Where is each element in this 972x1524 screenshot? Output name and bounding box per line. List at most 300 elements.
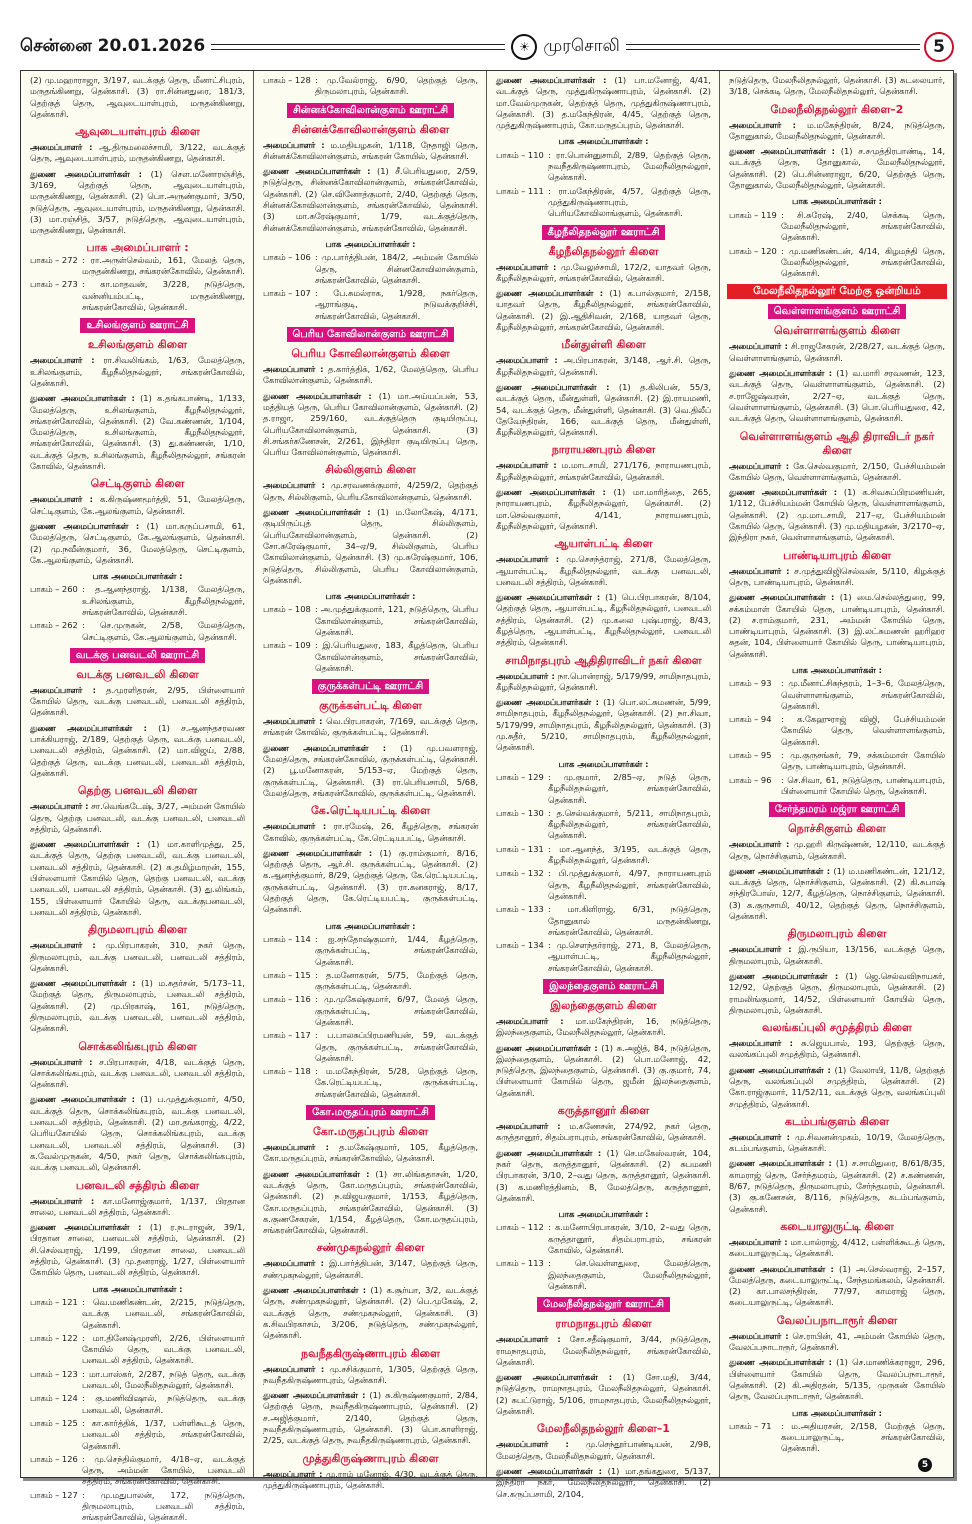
masthead: [20, 30, 954, 64]
member-entry: [30, 142, 245, 165]
booth-organizer: : மா.கிளிராஜ், 6/31, நடுத்தெரு, தோனுகால் மருதன்கிணறு, சங்கரன்கோவில், தென்காசி.: [548, 904, 711, 938]
booth-organizer: : க.மனோபிரபாகரன், 3/10, 2–வது தெரு, கருத்தானூர், சிதம்பராபுரம், சங்கரன் கோவில், தென்காசி.: [548, 1222, 711, 1256]
member-details: (1) ர.நடராஜன், 39/1, பிரதான சாலை, பனவடலி சத்திரம், தென்காசி. (2) சி.செல்வராஜ், 1/199, பிரதான சாலை, பனவடலி சத்திரம், தென்காசி. (3) மு.தனராஜ், 1/27, பிள்ளையார் கோயில் தெரு, பனவடலி சத்திரம், தென்காசி.: [30, 1222, 246, 1278]
member-details: வெ.பிரபாகரன், 7/169, வடக்குத் தெரு, சங்கரன் கோவில், குருக்கள்பட்டி, தென்காசி.: [263, 716, 478, 738]
branch-heading: சண்முகநல்லூர் கிளை: [316, 1241, 425, 1255]
section-subheading: பாக அமைப்பாளர்கள் :: [92, 571, 183, 582]
role-label: அமைப்பாளர் :: [263, 364, 324, 375]
panchayat-name: குருக்கள்பட்டி ஊராட்சி: [312, 679, 430, 694]
member-entry: [263, 1258, 478, 1281]
panchayat-banner: [263, 1105, 478, 1120]
booth-number: பாகம் – 129: [496, 771, 544, 782]
booth-number: பாகம் – 134: [496, 940, 544, 951]
booth-number: பாகம் – 117: [263, 1030, 311, 1041]
booth-number: பாகம் – 109: [263, 640, 311, 651]
branch-heading: செட்டிகுளம் கிளை: [90, 477, 185, 491]
panchayat-name: மேலநீலிதநல்லூர் ஊராட்சி: [537, 1297, 670, 1312]
branch-heading: பாண்டியாபுரம் கிளை: [783, 548, 891, 562]
branch-heading: மேலநீலிதநல்லூர் கிளை–1: [537, 1422, 670, 1436]
panchayat-name: பெரிய கோவிலான்குளம் ஊராட்சி: [287, 327, 455, 342]
role-label: துணை அமைப்பாளர்கள் :: [263, 1285, 367, 1296]
booth-number: பாகம் – 115: [263, 969, 311, 980]
booth-entry: [263, 934, 478, 968]
role-label: துணை அமைப்பாளர்கள் :: [30, 1094, 135, 1105]
member-details: (1) செ.மகேஸ்வரன், 104, நகர் தெரு, கருத்தானூர், தென்காசி. (2) சுபமணி பிரபாகரன், 3/10, 2–வது தெரு, கருத்தானூர், தென்காசி. (3) க.மணிரத்தினம், 8, மேலத்தெரு, கருத்தானூர், தென்காசி.: [496, 1147, 711, 1203]
member-entry: [496, 1043, 711, 1099]
role-label: அமைப்பாளர் :: [729, 1131, 790, 1142]
member-details: ரா.ரமேஷ், 26, கீழத்தெரு, சங்கரன் கோவில், குருக்கள்பட்டி, கே.ரெட்டியபட்டி, தென்காசி.: [263, 821, 478, 843]
role-label: துணை அமைப்பாளர்கள் :: [496, 592, 601, 603]
branch-heading: வெள்ளாளங்குளம் ஆதி திராவிடர் நகர் கிளை: [739, 429, 935, 457]
member-details: மு.பிரபாகரன், 310, நகர் தெரு, திருமலாபுரம், வடக்கு பனவடலி, பனவடலி சத்திரம், தென்காசி.: [30, 940, 245, 973]
branch-heading: கடம்பங்குளம் கிளை: [784, 1114, 890, 1128]
member-entry: [496, 75, 711, 131]
booth-organizer: : ம.அதியரசன், 2/158, மேற்குத் தெரு, கடையாலுருட்டி, சங்கரன்கோவில், தென்காசி.: [781, 1421, 945, 1455]
role-label: அமைப்பாளர் :: [30, 494, 93, 505]
role-label: துணை அமைப்பாளர்கள் :: [729, 1263, 834, 1274]
booth-entry: [729, 775, 945, 798]
member-entry: [729, 566, 945, 589]
booth-entry: [729, 246, 945, 280]
section-subheading: பாக அமைப்பாளர்கள் :: [792, 1407, 882, 1418]
member-details: (2) மு.மஹாராஜா, 3/197, வடக்குத் தெரு, மீனாட்சிபுரம், மருதங்கிணறு, தென்காசி. (3) ரா.சின்னதுரை, 181/3, தெற்குத் தெரு, ஆவுடையாள்புரம், மருதன்கிணறு, தென்காசி.: [30, 75, 245, 119]
role-label: அமைப்பாளர் :: [496, 355, 558, 366]
member-entry: [263, 1169, 478, 1237]
member-entry: [30, 1222, 245, 1278]
role-label: துணை அமைப்பாளர்கள் :: [496, 1465, 602, 1476]
member-details: (1) பா.மனோஜ், 4/41, வடக்குத் தெரு, முத்துகிருஷ்ணாபுரம், தென்காசி. (2) மா.வேல்முருகன், தெற்குத் தெரு, முத்துகிருஷ்ணாபுரம், தென்காசி. (3) த.மகேந்திரன், 4/45, தெற்குத் தெரு, முத்துகிருஷ்ணாபுரம், கோ.மருதப்புரம், தென்காசி.: [496, 75, 711, 131]
member-details: ம.கணேசன், 274/92, நகர் தெரு, கருத்தானூர், சிதம்பராபுரம், சங்கரன்கோவில், தென்காசி.: [496, 1121, 711, 1143]
article-frame: [20, 70, 954, 1523]
member-details: த.முரளிதரன், 2/95, பிள்ளையார் கோயில் தெரு, வடக்கு பனவடலி, பனவடலி சத்திரம், தென்காசி.: [30, 684, 245, 718]
booth-entry: [263, 604, 478, 638]
role-label: அமைப்பாளர் :: [263, 1363, 325, 1374]
member-entry: [263, 1142, 478, 1165]
member-details: சு.ஜெயபால், 193, தெற்குத் தெரு, வலங்கப்புலி சமுத்திரம், தென்காசி.: [729, 1038, 945, 1060]
section-subheading: பாக அமைப்பாளர்கள் :: [792, 196, 882, 207]
member-entry: [263, 480, 478, 503]
booth-organizer: : மு.செந்தில்குமார், 4/18–ஏ, வடக்குத் தெரு, அம்மன் கோயில், பனவடலி சத்திரம், சங்கரன்கோவில், தென்காசி.: [82, 1454, 245, 1488]
branch-heading: கருத்தானூர் கிளை: [557, 1104, 650, 1118]
branch-heading: சொக்கலிங்கபுரம் கிளை: [78, 1039, 197, 1053]
role-label: அமைப்பாளர் :: [30, 355, 95, 366]
member-entry: [496, 1334, 711, 1368]
booth-entry: [263, 994, 478, 1028]
booth-organizer: : செ.முருகன், 2/58, மேலத்தெரு, செட்டிகுளம், கே.ஆலங்குளம், தென்காசி.: [82, 620, 245, 643]
member-entry: [496, 671, 711, 694]
branch-heading: பெரிய கோவிலான்குளம் கிளை: [291, 347, 450, 361]
booth-number: பாகம் – 110: [496, 149, 544, 160]
member-details: (1) சீ.பெரியதுரை, 2/59, நடுத்தெரு, சின்னக்கோவிலான்குளம், சங்கரன்கோவில், தென்காசி. (2) செ.வினோத்குமார், 2/40, தெற்குத் தெரு, சின்னக்கோவிலான்குளம், சங்கரன்கோவில், தென்காசி. (3) மா.சுரேஷ்குமார், 1/79, வடக்குத்தெரு, சின்னக்கோவிலான்குளம், சங்கரன்கோவில், தென்காசி.: [263, 166, 479, 233]
role-label: அமைப்பாளர் :: [263, 1142, 329, 1153]
booth-entry: [30, 1418, 245, 1452]
section-subheading: பாக அமைப்பாளர்கள் :: [558, 1209, 649, 1220]
member-entry: [496, 697, 711, 753]
booth-entry: [729, 714, 945, 748]
member-details: அ.பிரபாகரன், 3/148, ஆர்.சி. தெரு, கீழநீலிதநல்லூர், தென்காசி.: [496, 355, 711, 377]
booth-organizer: : மு.மணிகண்டன், 4/14, கிழமந்தி தெரு, மேலநீலிதநல்லூர், சங்கரன்கோவில், தென்காசி.: [781, 246, 945, 280]
role-label: அமைப்பாளர் :: [263, 821, 327, 832]
member-details: த.மகேஷ்குமார், 105, கீழத்தெரு, கோ.மருதப்புரம், சங்கரன்கோவில், தென்காசி.: [263, 1142, 478, 1164]
member-entry: [729, 368, 945, 424]
member-entry: [729, 839, 945, 862]
role-label: துணை அமைப்பாளர்கள் :: [496, 1147, 602, 1158]
booth-organizer: : இ.பெரியதுரை, 183, கீழத்தெரு, பெரிய கோவிலான்குளம், சங்கரன்கோவில், தென்காசி.: [315, 640, 478, 674]
branch-heading: வலங்கப்புலி சமுத்திரம் கிளை: [762, 1021, 912, 1035]
role-label: அமைப்பாளர் :: [496, 460, 557, 471]
booth-organizer: : ஐ.சந்தோஷ்குமார், 1/44, கீழத்தெரு, குருக்கள்பட்டி, சங்கரன்கோவில், தென்காசி.: [315, 934, 478, 968]
panchayat-banner: [496, 225, 711, 240]
booth-number: பாகம் – 123: [30, 1368, 78, 1379]
panchayat-name: இலந்தைகுளம் ஊராட்சி: [543, 979, 664, 994]
booth-number: பாகம் – 260: [30, 584, 78, 595]
member-details: (1) ம.லோகேஷ், 4/171, குடியிருப்புத் தெரு, சில்லிகுளம், பெரியகோவிலான்குளம், தென்காசி. (2) சோ.சுரேஷ்குமார், 34–ஏ/9, சில்லிகுளம், பெரிய கோவிலான்குளம், தென்காசி. (3) மு.சுரேஷ்குமார், 106, நடுத்தெரு, சில்லிகுளம், பெரிய கோவிலான்குளம், தென்காசி.: [263, 507, 478, 585]
member-details: (1) ச.சமுத்திரபாண்டி, 14, வடக்குத் தெரு, தோனுகால், மேலநீலிதநல்லூர், தென்காசி. (2) பெ.சின்னராஜா, 6/20, தெற்குத் தெரு, தோனுகால், மேலநீலிதநல்லூர், தென்காசி.: [729, 146, 945, 191]
role-label: துணை அமைப்பாளர்கள் :: [30, 393, 135, 404]
member-details: (1) மா.கருப்பசாமி, 61, மேலத்தெரு, செட்டிகுளம், கே.ஆலங்குளம், தென்காசி. (2) மு.நவீன்குமார், 36, மேலத்தெரு, செட்டிகுளம், கே.ஆலங்குளம், தென்காசி.: [30, 520, 245, 565]
member-entry: [263, 391, 478, 459]
member-details: (1) செ.மாணிக்கராஜா, 296, பிள்ளையார் கோயில் தெரு, வேலப்பநாடாரூர், தென்காசி. (2) கி.அதிரதன், 5/135, முருகன் கோயில் தெரு, வேலப்பநாடாரூர், தென்காசி.: [729, 1357, 945, 1402]
member-details: ச.பிரபாகரன், 4/18, வடக்குத் தெரு, சொக்கலிங்கபுரம், வடக்கு பனவடலி, பனவடலி சத்திரம், தென்காசி.: [30, 1056, 245, 1090]
booth-number: பாகம் – 272: [30, 254, 78, 265]
member-details: கே.செல்வகுமார், 2/150, பேச்சியம்மன் கோயில் தெரு, வெள்ளாளங்குளம், தென்காசி.: [729, 460, 945, 482]
role-label: அமைப்பாளர் :: [496, 1121, 561, 1132]
member-entry: [496, 1016, 711, 1039]
member-entry: [263, 1390, 478, 1446]
panchayat-banner: [729, 304, 945, 319]
role-label: அமைப்பாளர் :: [729, 119, 796, 130]
panchayat-banner: [729, 802, 945, 817]
member-details: சோ.சதீஷ்குமார், 3/44, நடுத்தெரு, ராமநாதபுரம், மேலநீலிதநல்லூர், சங்கரன்கோவில், தென்காசி.: [496, 1334, 711, 1367]
member-entry: [496, 1439, 711, 1462]
member-entry: [30, 1196, 245, 1219]
booth-number: பாகம் – 120: [729, 245, 777, 256]
branch-heading: வடக்கு பனவடலி கிளை: [76, 667, 199, 681]
booth-number: பாகம் – 111: [496, 185, 544, 196]
member-details: (1) பொ.லட்சுமணன், 5/99, சாமிநாதபுரம், கீழநீலிதநல்லூர், தென்காசி. (2) நா.சிவா, 5/179/99, சாமிநாதபுரம், கீழநீலிதநல்லூர், தென்காசி. (3) மு.சுதீர், 5/210, சாமிநாதபுரம், கீழநீலிதநல்லூர், தென்காசி.: [496, 697, 711, 753]
member-entry: [30, 723, 245, 779]
member-entry: [729, 866, 945, 922]
section-subheading: பாக அமைப்பாளர்கள் :: [558, 758, 649, 769]
branch-heading: சில்லிகுளம் கிளை: [325, 463, 416, 477]
panchayat-banner: [263, 679, 478, 694]
branch-heading: ராமநாதபுரம் கிளை: [555, 1317, 652, 1331]
booth-organizer: : பே.சுமல்ராக, 1/928, நகர்தெரு, ஆராங்குடி, நடுவக்குறிச்சி, சங்கரன்கோவில், தென்காசி.: [315, 288, 478, 322]
column-2: [254, 71, 487, 1490]
member-details: (1) ச.ஆனந்தசரவண பாக்கியராஜ், 2/189, தெற்குத் தெரு, வடக்கு பனவடலி, பனவடலி சத்திரம், தென்காசி. (2) மா.விஜய், 2/88, தெற்குத் தெரு, வடக்கு பனவடலி, பனவடலி சத்திரம், தென்காசி.: [30, 722, 245, 778]
booth-entry: [263, 1066, 478, 1100]
member-entry: [30, 355, 245, 389]
member-details: செ.ராபின், 41, அம்மன் கோயில் தெரு, வேலப்பநாடாரூர், தென்காசி.: [729, 1330, 945, 1353]
member-entry: [263, 848, 478, 916]
booth-entry: [496, 844, 711, 867]
member-entry: [496, 460, 711, 483]
role-label: அமைப்பாளர் :: [496, 1439, 569, 1450]
booth-number: பாகம் – 116: [263, 994, 311, 1005]
member-details: கா.மனோஜ்குமார், 1/137, பிரதான சாலை, பனவடலி சத்திரம், தென்காசி.: [30, 1195, 245, 1217]
member-details: (1) சௌ.மனோரஞ்சித், 3/169, தெற்குத் தெரு, ஆவுடையாள்புரம், மருதன்கிணறு, தென்காசி. (2) பொ.அருண்குமார், 3/50, நடுத்தெரு, ஆவுடையாள்புரம், மருதன்கிணறு, தென்காசி. (3) மா.ரஞ்சித், 3/57, நடுத்தெரு, ஆவுடையாள்புரம், மருதன்கிணறு, தென்காசி.: [30, 168, 246, 236]
member-details: (1) மை.செல்லத்துரை, 99, சக்கம்மாள் கோயில் தெரு, பாண்டியாபுரம், தென்காசி. (2) ச.ராம்குமார், 231, அம்மன் கோயில் தெரு, பாண்டியாபுரம், தென்காசி. (3) இ.லட்சுமணன் ஹரிஹர சுதன், 104, பிள்ளையார் கோயில் தெரு, பாண்டியாபுரம், தென்காசி.: [729, 592, 945, 659]
role-label: அமைப்பாளர் :: [263, 716, 323, 727]
member-entry: [263, 743, 478, 799]
section-subheading: பாக அமைப்பாளர்கள் :: [792, 664, 882, 675]
member-entry: [729, 341, 945, 364]
role-label: துணை அமைப்பாளர்கள் :: [729, 146, 835, 157]
booth-number: பாகம் – 127: [30, 1489, 78, 1500]
member-details: ம.மகேந்திரன், 8/24, நடுத்தெரு, தோனுகால், மேலநீலிதநல்லூர், தென்காசி.: [729, 119, 945, 141]
booth-number: பாகம் – 133: [496, 904, 544, 915]
role-label: அமைப்பாளர் :: [30, 940, 96, 951]
edition-date: சென்னை 20.01.2026: [20, 36, 206, 56]
role-label: அமைப்பாளர் :: [729, 944, 792, 955]
booth-entry: [263, 970, 478, 993]
member-details: க.கிருஷ்ணமூர்த்தி, 51, மேலத்தெரு, செட்டிகுளம், கே.ஆலங்குளம், தென்காசி.: [30, 494, 245, 516]
member-details: (1) மா.அய்யப்பன், 53, மத்தியத் தெரு, பெரிய கோவிலான்குளம், தென்காசி. (2) த.ராஜா, 259/160, வடக்குத்தெரு குடியிருப்பு, பெரியகோவிலான்குளம், தென்காசி. (3) சி.சங்கர்கணேசன், 2/261, இந்திரா குடியிருப்பு தெரு, பெரிய கோவிலான்குளம், தென்காசி.: [263, 390, 478, 458]
role-label: துணை அமைப்பாளர்கள் :: [30, 520, 140, 531]
member-entry: [729, 1158, 945, 1214]
role-label: அமைப்பாளர் :: [729, 1236, 788, 1247]
panchayat-banner: [496, 979, 711, 994]
role-label: அமைப்பாளர் :: [263, 1258, 324, 1269]
panchayat-banner: [263, 103, 478, 118]
role-label: அமைப்பாளர் :: [496, 1016, 564, 1026]
member-entry: [30, 685, 245, 719]
member-entry: [263, 1364, 478, 1387]
booth-number: பாகம் – 113: [496, 1258, 544, 1269]
member-entry: [30, 494, 245, 517]
booth-number: பாகம் – 94: [729, 714, 772, 725]
member-details: மு.செந்தூர்பாண்டியன், 2/98, மேலத்தெரு, மேலநீலிதநல்லூர், தென்காசி.: [496, 1439, 711, 1461]
booth-entry: [729, 1421, 945, 1455]
panchayat-name: சின்னக்கோவிலான்குளம் ஊராட்சி: [287, 103, 454, 118]
newspaper-name: முரசொலி: [543, 36, 620, 56]
role-label: துணை அமைப்பாளர்கள் :: [496, 381, 610, 392]
member-details: (1) க.சூர்யா, 3/2, வடக்குத் தெரு, சண்முகநல்லூர், தென்காசி. (2) பெ.முகேஷ், 2, வடக்குத் தெரு, சண்முகநல்லூர், தென்காசி. (3) க.சிவபிரகாசம், 3/206, நடுத்தெரு, சண்முகநல்லூர், தென்காசி.: [263, 1285, 478, 1341]
footer-page-number: 5: [918, 1458, 932, 1472]
booth-organizer: : மு.குருசங்கர், 79, சக்கம்மாள் கோயில் தெரு, பாண்டியாபுரம், தென்காசி.: [781, 750, 945, 773]
booth-number: பாகம் – 262: [30, 620, 78, 631]
booth-number: பாகம் – 122: [30, 1332, 78, 1343]
member-entry: [30, 1057, 245, 1091]
booth-number: பாகம் – 119: [729, 209, 777, 220]
member-details: சா.வெங்கடேஷ், 3/27, அம்மன் கோயில் தெரு, தெற்கு பனவடலி, வடக்கு பனவடலி, பனவடலி சத்திரம், தென்காசி.: [30, 801, 245, 834]
booth-number: பாகம் – 107: [263, 288, 311, 299]
role-label: துணை அமைப்பாளர்கள் :: [729, 368, 833, 379]
booth-number: பாகம் – 273: [30, 279, 78, 290]
member-details: மு.ஹரி கிருஷ்ணன், 12/110, வடக்குத் தெரு, நொச்சிகுளம், தென்காசி.: [729, 839, 945, 861]
booth-organizer: : அ.முத்துக்குமார், 121, நடுத்தெரு, பெரிய கோவிலான்குளம், சங்கரன்கோவில், தென்காசி.: [315, 604, 478, 638]
role-label: துணை அமைப்பாளர்கள் :: [263, 507, 371, 518]
member-details: ச.முத்துவிஜிசெல்வன், 5/110, கிழக்குத் தெரு, பாண்டியாபுரம், தென்காசி.: [729, 565, 945, 587]
booth-organizer: : மு.முகேஷ்குமார், 6/97, மேலத் தெரு, குருக்கள்பட்டி, சங்கரன்கோவில், தென்காசி.: [315, 994, 478, 1028]
member-entry: [496, 1466, 711, 1500]
branch-heading: பனவடலி சத்திரம் கிளை: [75, 1178, 200, 1192]
booth-number: பாகம் – 95: [729, 750, 772, 761]
role-label: அமைப்பாளர் :: [729, 839, 790, 850]
member-entry: [496, 1121, 711, 1144]
member-entry: [30, 75, 245, 120]
member-details: (1) வேலாயி, 11/8, தெற்குத் தெரு, வலங்கப்புலி சமுத்திரம், தென்காசி. (2) கோ.ராஜ்குமார், 11/52/11, வடக்குத் தெரு, வலங்கப்புலி சமுத்திரம், தென்காசி.: [729, 1064, 945, 1109]
member-details: (1) கு.ராம்குமார், 8/16, தெற்குத் தெரு, ஆர்.சி. குருக்கள்பட்டி, தென்காசி. (2) க.ஆனந்த்குமார், 8/29, தெற்குத் தெரு, கே.ரெட்டியபட்டி, குருக்கள்பட்டி, தென்காசி. (3) ரா.கனகராஜ், 8/17, தெற்குத் தெரு, கே.ரெட்டியபட்டி, குருக்கள்பட்டி, தென்காசி.: [263, 847, 478, 915]
booth-organizer: : மா.ஆனந்த், 3/195, வடக்குத் தெரு, கீழநீலிதநல்லூர், தென்காசி.: [548, 844, 711, 867]
member-details: மு.வேலுச்சாமி, 172/2, யாதவர் தெரு, கீழநீலிதநல்லூர், சங்கரன்கோவில், தென்காசி.: [496, 261, 711, 283]
rising-sun-emblem-icon: ☀: [511, 34, 537, 60]
role-label: துணை அமைப்பாளர்கள் :: [30, 168, 142, 179]
booth-organizer: : கா.கார்த்திக், 1/37, பள்ளிகூடத் தெரு, பனவடலி சத்திரம், சங்கரன்கோவில், தென்காசி.: [82, 1418, 245, 1452]
booth-entry: [30, 1454, 245, 1488]
role-label: துணை அமைப்பாளர்கள் :: [729, 1064, 831, 1075]
role-label: துணை அமைப்பாளர்கள் :: [496, 1372, 613, 1383]
booth-entry: [30, 584, 245, 618]
booth-entry: [263, 288, 478, 322]
booth-number: பாகம் – 131: [496, 843, 544, 854]
member-details: (1) ம.சுதர்சன், 5/173–11, மேற்குத் தெரு, திருமலாபுரம், பனவடலி சத்திரம், தென்காசி. (2) மு.பிரகாஷ், 161, நடுத்தெரு, திருமலாபுரம், வடக்கு பனவடலி, பனவடலி சத்திரம், தென்காசி.: [30, 978, 245, 1034]
member-details: இ.ருபியா, 13/156, வடக்குத் தெரு, திருமலாபுரம், தென்காசி.: [729, 944, 945, 966]
booth-entry: [496, 186, 711, 220]
branch-heading: நவநீதகிருஷ்ணாபுரம் கிளை: [301, 1346, 440, 1360]
member-entry: [729, 1237, 945, 1260]
booth-organizer: : க.கேஹுராஜ் விஜி, பேச்சியம்மன் கோயில் தெரு, வெள்ளாளங்குளம், தென்காசி.: [781, 714, 945, 748]
branch-heading: வெள்ளாளங்குளம் கிளை: [774, 324, 900, 338]
member-entry: [496, 382, 711, 438]
member-entry: [496, 1372, 711, 1417]
booth-number: பாகம் – 130: [496, 807, 544, 818]
booth-number: பாகம் – 126: [30, 1453, 78, 1464]
branch-heading: ஆயாள்பட்டி கிளை: [554, 537, 653, 551]
booth-entry: [729, 210, 945, 244]
role-label: துணை அமைப்பாளர்கள் :: [263, 847, 373, 858]
booth-number: பாகம் – 124: [30, 1393, 78, 1404]
member-entry: [496, 288, 711, 333]
role-label: துணை அமைப்பாளர்கள் :: [263, 1390, 366, 1401]
role-label: துணை அமைப்பாளர்கள் :: [729, 1158, 832, 1169]
member-details: (1) ப.முத்துக்குமார், 4/50, வடக்குத் தெரு, சொக்கலிங்கபுரம், வடக்கு பனவடலி, பனவடலி சத்திரம், தென்காசி. (2) மா.தங்கராஜ், 4/22, பெரியகோயில் தெரு, சொக்கலிங்கபுரம், வடக்கு பனவடலி, பனவடலி சத்திரம், தென்காசி. (3) க.வேல்முருகன், 4/50, நகர் தெரு, சொக்கலிங்கபுரம், வடக்கு பனவடலி, தென்காசி.: [30, 1094, 246, 1173]
booth-entry: [263, 1030, 478, 1064]
member-details: மு.ராம் மனோஜ், 4/30, வடக்குத் தெரு, முத்துகிருஷ்ணாபுரம், தென்காசி.: [263, 1468, 478, 1490]
member-details: நடுத்தெரு, மேலநீலிதநல்லூர், தென்காசி. (3) சுடலையார், 3/18, செக்கடி தெரு, மேலநீலிதநல்லூர், தென்காசி.: [729, 75, 945, 97]
member-entry: [729, 1038, 945, 1061]
column-4: [720, 71, 953, 1477]
member-details: ரா.சிவலிங்கம், 1/63, மேலத்தெரு, உசிலங்குளம், கீழநீலிதநல்லூர், சங்கரன்கோவில், தென்காசி.: [30, 355, 245, 388]
booth-entry: [30, 1393, 245, 1416]
member-details: (1) ச.சாமிதுரை, 8/61/8/35, காமராஜ் தெரு, சேர்ந்தமரம், தென்காசி. (2) ச.கண்ணன், 8/67, நடுத்தெரு, திருமலாபுரம், சேர்ந்தமரம், தென்காசி. (3) கு.கணேசன், 8/116, நடுத்தெரு, கடம்பங்குளம், தென்காசி.: [729, 1158, 945, 1214]
member-entry: [729, 592, 945, 660]
member-details: மா.மகேந்திரன், 16, நடுத்தெரு, இலந்தைகுளம், மேலநீலிதநல்லூர், தென்காசி.: [496, 1016, 711, 1038]
role-label: அமைப்பாளர் :: [729, 1330, 789, 1341]
booth-number: பாகம் – 112: [496, 1222, 544, 1233]
role-label: துணை அமைப்பாளர்கள் :: [496, 1042, 598, 1053]
role-label: துணை அமைப்பாளர்கள் :: [729, 487, 838, 498]
member-entry: [496, 355, 711, 378]
role-label: அமைப்பாளர் :: [263, 1468, 323, 1479]
member-details: (1) க.சிவசுப்பிரமணியன், 1/112, பேச்சியம்மன் கோயில் தெரு, வெள்ளாளங்குளம், தென்காசி. (2) மு.மாடசாமி, 217–ஏ, பேச்சியம்மன் கோயில் தெரு, தென்காசி. (3) மு.மதியழகன், 3/2170–ஏ, இந்திரா நகர், வெள்ளாளங்குளம், தென்காசி.: [729, 487, 945, 543]
role-label: அமைப்பாளர் :: [729, 565, 790, 576]
branch-heading: சின்னக்கோவிலான்குளம் கிளை: [291, 122, 450, 136]
booth-organizer: : த.ஆனந்தராஜ், 1/138, மேலத்தெரு, உசிலங்குளம், கீழநீலிதநல்லூர், சங்கரன்கோவில், தென்காசி.: [82, 584, 245, 618]
member-entry: [30, 1094, 245, 1173]
section-subheading: பாக அமைப்பாளர்கள் :: [558, 136, 649, 147]
booth-organizer: : செ.வெள்ளதுரை, மேலத்தெரு, இலந்தைகுளம், மேலநீலிதநல்லூர், தென்காசி.: [548, 1258, 711, 1292]
role-label: துணை அமைப்பாளர்கள் :: [263, 390, 372, 401]
branch-heading: கே.ரெட்டியபட்டி கிளை: [310, 804, 431, 818]
panchayat-name: கீழநீலிதநல்லூர் ஊராட்சி: [542, 225, 666, 240]
member-entry: [30, 940, 245, 974]
member-entry: [729, 1065, 945, 1110]
booth-number: பாகம் – 108: [263, 604, 311, 615]
branch-heading: கீழநீலிதநல்லூர் கிளை: [548, 244, 659, 258]
booth-organizer: : மு.மீனாட்சிசுந்தரம், 1–3–6, மேலத்தெரு, வெள்ளாளங்குளம், சங்கரன்கோவில், தென்காசி.: [781, 678, 945, 712]
branch-heading: வேலப்பநாடாரூர் கிளை: [776, 1313, 898, 1327]
booth-number: பாகம் – 106: [263, 252, 311, 263]
booth-entry: [263, 75, 478, 98]
member-details: (1) க.பால்குமார், 2/158, யாதவர் தெரு, கீழநீலிதநல்லூர், சங்கரன்கோவில், தென்காசி. (2) இ.ஆதிசிவன், 2/168, யாதவர் தெரு, கீழநீலிதநல்லூர், சங்கரன்கோவில், தென்காசி.: [496, 288, 711, 333]
booth-organizer: : மு.குமார், 2/85–ஏ, நடுத் தெரு, கீழநீலிதநல்லூர், சங்கரன்கோவில், தென்காசி.: [548, 772, 711, 806]
booth-organizer: : மு.பார்த்திபன், 184/2, அம்மன் கோயில் தெரு, சின்னகோவிலான்குளம், சங்கரன்கோவில், தென்காசி.: [315, 252, 478, 286]
member-entry: [729, 487, 945, 543]
booth-number: பாகம் – 96: [729, 774, 772, 785]
branch-heading: உசிலங்குளம் கிளை: [87, 338, 188, 352]
role-label: அமைப்பாளர் :: [30, 1056, 93, 1067]
booth-number: பாகம் – 114: [263, 933, 311, 944]
booth-organizer: : மா.தினேஷ்முரளி, 2/26, பிள்ளையார் கோயில் தெரு, வடக்கு பனவடலி, பனவடலி சத்திரம், தென்காசி.: [82, 1333, 245, 1367]
member-details: (1) மா.மாரித்தை, 265, நாராயணபுரம், கீழநீலிதநல்லூர், தென்காசி. (2) மா.செல்வகுமார், 4/141, நாராயணபுரம், கீழநீலிதநல்லூர், தென்காசி.: [496, 487, 711, 531]
role-label: அமைப்பாளர் :: [30, 142, 93, 153]
member-entry: [263, 364, 478, 387]
booth-entry: [496, 868, 711, 902]
booth-organizer: : ப.பாலசுப்பிரமணியன், 59, வடக்குத் தெரு, குருக்கள்பட்டி, சங்கரன்கோவில், தென்காசி.: [315, 1030, 478, 1064]
role-label: துணை அமைப்பாளர்கள் :: [30, 1222, 142, 1233]
member-details: (1) மு.பவளராஜ், மேலத்தெரு, சங்கரன்கோவில், குருக்கள்பட்டி, தென்காசி. (2) பூ.மனோகரன், 5/153–ஏ, மேற்குத் தெரு, குருக்கள்பட்டி, தென்காசி. (3) ரா.பெரியசாமி, 5/68, மேலத்தெரு, சங்கரன்கோவில், குருக்கள்பட்டி, தென்காசி.: [263, 742, 478, 798]
member-details: (1) சு.அஜித், 84, நடுத்தெரு, இலந்தைகுளம், தென்காசி. (2) பொ.மனோஜ், 42, நடுத்தெரு, இலந்தைகுளம், தென்காசி. (3) கு.குமார், 74, பிள்ளையார் கோயில் தெரு, ஜமீன் இலந்தைகுளம், தென்காசி.: [496, 1042, 711, 1098]
booth-entry: [30, 279, 245, 313]
section-subheading: பாக அமைப்பாளர்கள் :: [92, 1283, 183, 1294]
role-label: துணை அமைப்பாளர்கள் :: [30, 839, 140, 850]
member-details: (1) ஜெ.செல்வவிநாயகர், 12/92, தெற்குத் தெரு, திருமலாபுரம், தென்காசி. (2) ராமலிங்குமார், 14/52, பிள்ளையார் கோயில் தெரு, திருமலாபுரம், தென்காசி.: [729, 970, 945, 1015]
role-label: துணை அமைப்பாளர்கள் :: [263, 1168, 370, 1179]
booth-entry: [729, 750, 945, 773]
role-label: அமைப்பாளர் :: [263, 139, 325, 150]
booth-organizer: : கா.மாதவன், 3/228, நடுத்தெரு, வன்னியம்பட்டி, மருதன்கிணறு, சங்கரன்கோவில், தென்காசி.: [82, 279, 245, 313]
member-details: மு.சசிக்குமார், 1/305, தெற்குத் தெரு, நவநீதகிருஷ்ணாபுரம், தென்காசி.: [263, 1363, 478, 1385]
booth-number: பாகம் – 132: [496, 868, 544, 879]
booth-entry: [729, 678, 945, 712]
union-banner: மேலநீலிதநல்லூர் மேற்கு ஒன்றியம்: [727, 284, 947, 299]
member-entry: [729, 461, 945, 484]
member-entry: [263, 140, 478, 163]
role-label: துணை அமைப்பாளர்கள் :: [729, 865, 831, 876]
member-details: த.கார்த்திக், 1/62, மேலத்தெரு, பெரிய கோவிலான்குளம், தென்காசி.: [263, 364, 478, 386]
branch-heading: திருமலாபுரம் கிளை: [787, 927, 887, 941]
booth-entry: [263, 252, 478, 286]
booth-entry: [496, 1258, 711, 1292]
section-subheading: பாக அமைப்பாளர்கள் :: [325, 238, 416, 249]
booth-entry: [30, 1369, 245, 1392]
branch-heading: மேலநீலிதநல்லூர் கிளை–2: [770, 102, 904, 116]
booth-organizer: : ரா.பொன்னுசாமி, 2/89, தெற்குத் தெரு, நவநீதகிருஷ்ணாபுரம், மேலநீலிதநல்லூர், தென்காசி.: [548, 150, 711, 184]
member-entry: [263, 1469, 478, 1492]
panchayat-banner: [496, 1297, 711, 1312]
panchayat-banner: [30, 648, 245, 663]
member-entry: [263, 716, 478, 739]
member-details: (1) சா.லிங்கதாசன், 1/20, வடக்குத் தெரு, கோ.மருதப்புரம், சங்கரன்கோவில், தென்காசி. (2) ந.விஜயகுமார், 1/153, கீழத்தெரு, கோ.மருதப்புரம், சங்கரன்கோவில், தென்காசி. (3) க.குணசேகரன், 1/154, கீழத்தெரு, கோ.மருதப்புரம், சங்கரன்கோவில், தென்காசி.: [263, 1168, 479, 1236]
member-details: (1) ம.மணிகண்டன், 121/12, வடக்குத் தெரு, நொச்சிகுளம், தென்காசி. (2) கி.சுபாஷ் சந்திரபோஸ், 12/7, கீழத்தெரு, நொச்சிகுளம், தென்காசி. (3) க.குருசாமி, 40/12, தெற்குத் தெரு, நொச்சிகுளம், தென்காசி.: [729, 865, 945, 922]
section-subheading: பாக அமைப்பாளர்கள் :: [325, 591, 416, 602]
member-details: (1) சு.கிருஷ்ணகுமார், 2/84, தெற்குத் தெரு, நவநீதகிருஷ்ணாபுரம், தென்காசி. (2) ச.அஜித்குமார், 2/140, தெற்குத் தெரு, நவநீதகிருஷ்ணாபுரம், தென்காசி. (3) பொ.காளிராஜ், 2/25, வடக்குத் தெரு, நவநீதகிருஷ்ணாபுரம், தென்காசி.: [263, 1390, 479, 1446]
member-details: (1) த.கிலிபன், 55/3, வடக்குத் தெரு, மீன்துள்ளி, தென்காசி. (2) இ.ராயமணி, 54, வடக்குத் தெரு, மீன்துள்ளி, தென்காசி. (3) வெ.திலீப் தேவேந்திரன், 166, வடக்குத் தெரு, மீன்துள்ளி, கீழநீலிதநல்லூர், தென்காசி.: [496, 381, 711, 438]
member-entry: [496, 554, 711, 588]
booth-entry: [30, 1490, 245, 1524]
section-subheading: பாக அமைப்பாளர் :: [86, 240, 189, 254]
